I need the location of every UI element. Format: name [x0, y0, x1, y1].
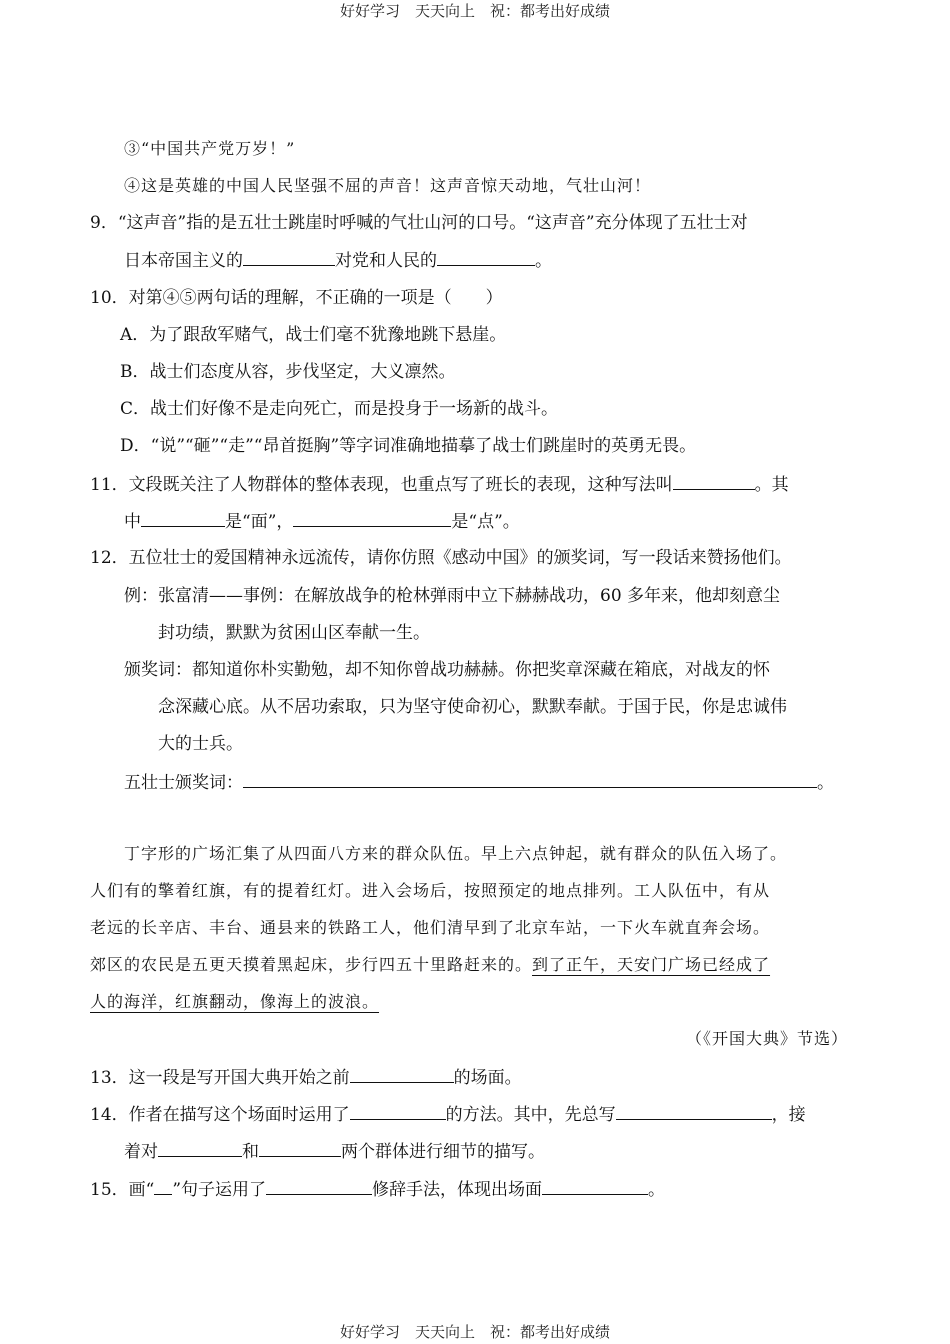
question-14-text-f: 两个群体进行细节的描写。: [341, 1142, 545, 1162]
passage-2-line-3: 老远的长辛店、丰台、通县来的铁路工人，他们清早到了北京车站，一下火车就直奔会场。: [90, 918, 771, 937]
answer-blank[interactable]: [673, 472, 755, 490]
question-13-text-b: 的场面。: [453, 1068, 522, 1088]
option-a[interactable]: A．为了跟敌军赌气，战士们毫不犹豫地跳下悬崖。: [120, 325, 507, 345]
question-9-text-a: 日本帝国主义的: [124, 251, 243, 271]
answer-blank[interactable]: [437, 248, 535, 266]
passage-2-line-4: [90, 953, 770, 977]
question-9-line-1: 9．“这声音”指的是五壮士跳崖时呼喊的气壮山河的口号。“这声音”充分体现了五壮士对: [90, 213, 748, 233]
question-12-answer-line: [124, 770, 834, 795]
underlined-sentence: 人的海洋，红旗翻动，像海上的波浪。: [90, 992, 380, 1011]
option-b[interactable]: B．战士们态度从容，步伐坚定，大义凛然。: [120, 362, 456, 382]
question-9-text-b: 对党和人民的: [335, 251, 437, 271]
question-9-text-c: 。: [535, 251, 552, 271]
passage-sentence-4: ④这是英雄的中国人民坚强不屈的声音！这声音惊天动地，气壮山河！: [124, 176, 652, 195]
answer-blank[interactable]: [266, 1177, 372, 1195]
answer-blank[interactable]: [158, 1139, 242, 1157]
page-header: 好好学习 天天向上 祝：都考出好成绩: [339, 2, 610, 20]
answer-blank[interactable]: [293, 509, 451, 527]
question-11-text-a: 11．文段既关注了人物群体的整体表现，也重点写了班长的表现，这种写法叫: [90, 475, 673, 495]
answer-blank[interactable]: [243, 770, 817, 788]
answer-end: 。: [817, 773, 834, 793]
question-13-text-a: 13．这一段是写开国大典开始之前: [90, 1068, 350, 1088]
underline-marker: [154, 1177, 172, 1195]
question-14-text-b: 的方法。其中，先总写: [445, 1105, 616, 1125]
page-footer: 好好学习 天天向上 祝：都考出好成绩: [339, 1323, 610, 1341]
underlined-sentence: 到了正午，天安门广场已经成了: [532, 955, 771, 974]
award-speech-line-2: 念深藏心底。从不居功索取，只为坚守使命初心，默默奉献。于国于民，你是忠诚伟: [158, 697, 787, 717]
question-11-text-e: 是“点”。: [451, 512, 520, 532]
question-14-text-d: 着对: [124, 1142, 158, 1162]
question-15-text-d: 。: [648, 1180, 666, 1200]
option-d[interactable]: D．“说”“砸”“走”“昂首挺胸”等字词准确地描摹了战士们跳崖时的英勇无畏。: [120, 436, 697, 456]
question-11-text-c: 中: [124, 512, 141, 532]
answer-blank[interactable]: [141, 509, 225, 527]
question-15: [90, 1177, 665, 1202]
answer-blank[interactable]: [350, 1102, 446, 1120]
question-14-text-e: 和: [242, 1142, 259, 1162]
answer-label: 五壮士颁奖词：: [124, 773, 243, 793]
answer-blank[interactable]: [350, 1065, 454, 1083]
question-14-text-a: 14．作者在描写这个场面时运用了: [90, 1105, 350, 1125]
question-12-stem: 12．五位壮士的爱国精神永远流传，请你仿照《感动中国》的颁奖词，写一段话来赞扬他们。: [90, 548, 792, 568]
question-15-text-c: 修辞手法，体现出场面: [372, 1180, 543, 1200]
question-11-text-d: 是“面”，: [225, 512, 294, 532]
award-speech-line-3: 大的士兵。: [158, 734, 243, 754]
answer-blank[interactable]: [259, 1139, 341, 1157]
question-15-text-b: ”句子运用了: [172, 1180, 267, 1200]
answer-blank[interactable]: [542, 1177, 648, 1195]
example-line-1: 例：张富清——事例：在解放战争的枪林弹雨中立下赫赫战功，60 多年来，他却刻意尘: [124, 586, 781, 606]
answer-blank[interactable]: [616, 1102, 772, 1120]
question-11-line-2: [124, 509, 520, 534]
question-14-line-2: [124, 1139, 545, 1164]
passage-source: （《开国大典》节选）: [686, 1029, 849, 1048]
award-speech-line-1: 颁奖词：都知道你朴实勤勉，却不知你曾战功赫赫。你把奖章深藏在箱底，对战友的怀: [124, 660, 770, 680]
question-13: [90, 1065, 522, 1090]
passage-2-line-2: 人们有的擎着红旗，有的提着红灯。进入会场后，按照预定的地点排列。工人队伍中，有从: [90, 881, 771, 900]
question-9-line-2: [124, 248, 552, 273]
question-14-line-1: [90, 1102, 806, 1127]
answer-blank[interactable]: [243, 248, 335, 266]
question-15-text-a: 15．画“: [90, 1180, 155, 1200]
question-10-stem: 10．对第④⑤两句话的理解，不正确的一项是（ ）: [90, 288, 503, 308]
question-11-text-b: 。其: [754, 475, 789, 495]
question-11-line-1: [90, 472, 789, 497]
passage-sentence-3: ③“中国共产党万岁！”: [124, 139, 296, 158]
passage-2-text: 郊区的农民是五更天摸着黑起床，步行四五十里路赶来的。: [90, 955, 533, 974]
passage-2-line-1: 丁字形的广场汇集了从四面八方来的群众队伍。早上六点钟起，就有群众的队伍入场了。: [124, 844, 788, 863]
question-14-text-c: ，接: [771, 1105, 806, 1125]
option-c[interactable]: C．战士们好像不是走向死亡，而是投身于一场新的战斗。: [120, 399, 559, 419]
example-line-2: 封功绩，默默为贫困山区奉献一生。: [158, 623, 430, 643]
